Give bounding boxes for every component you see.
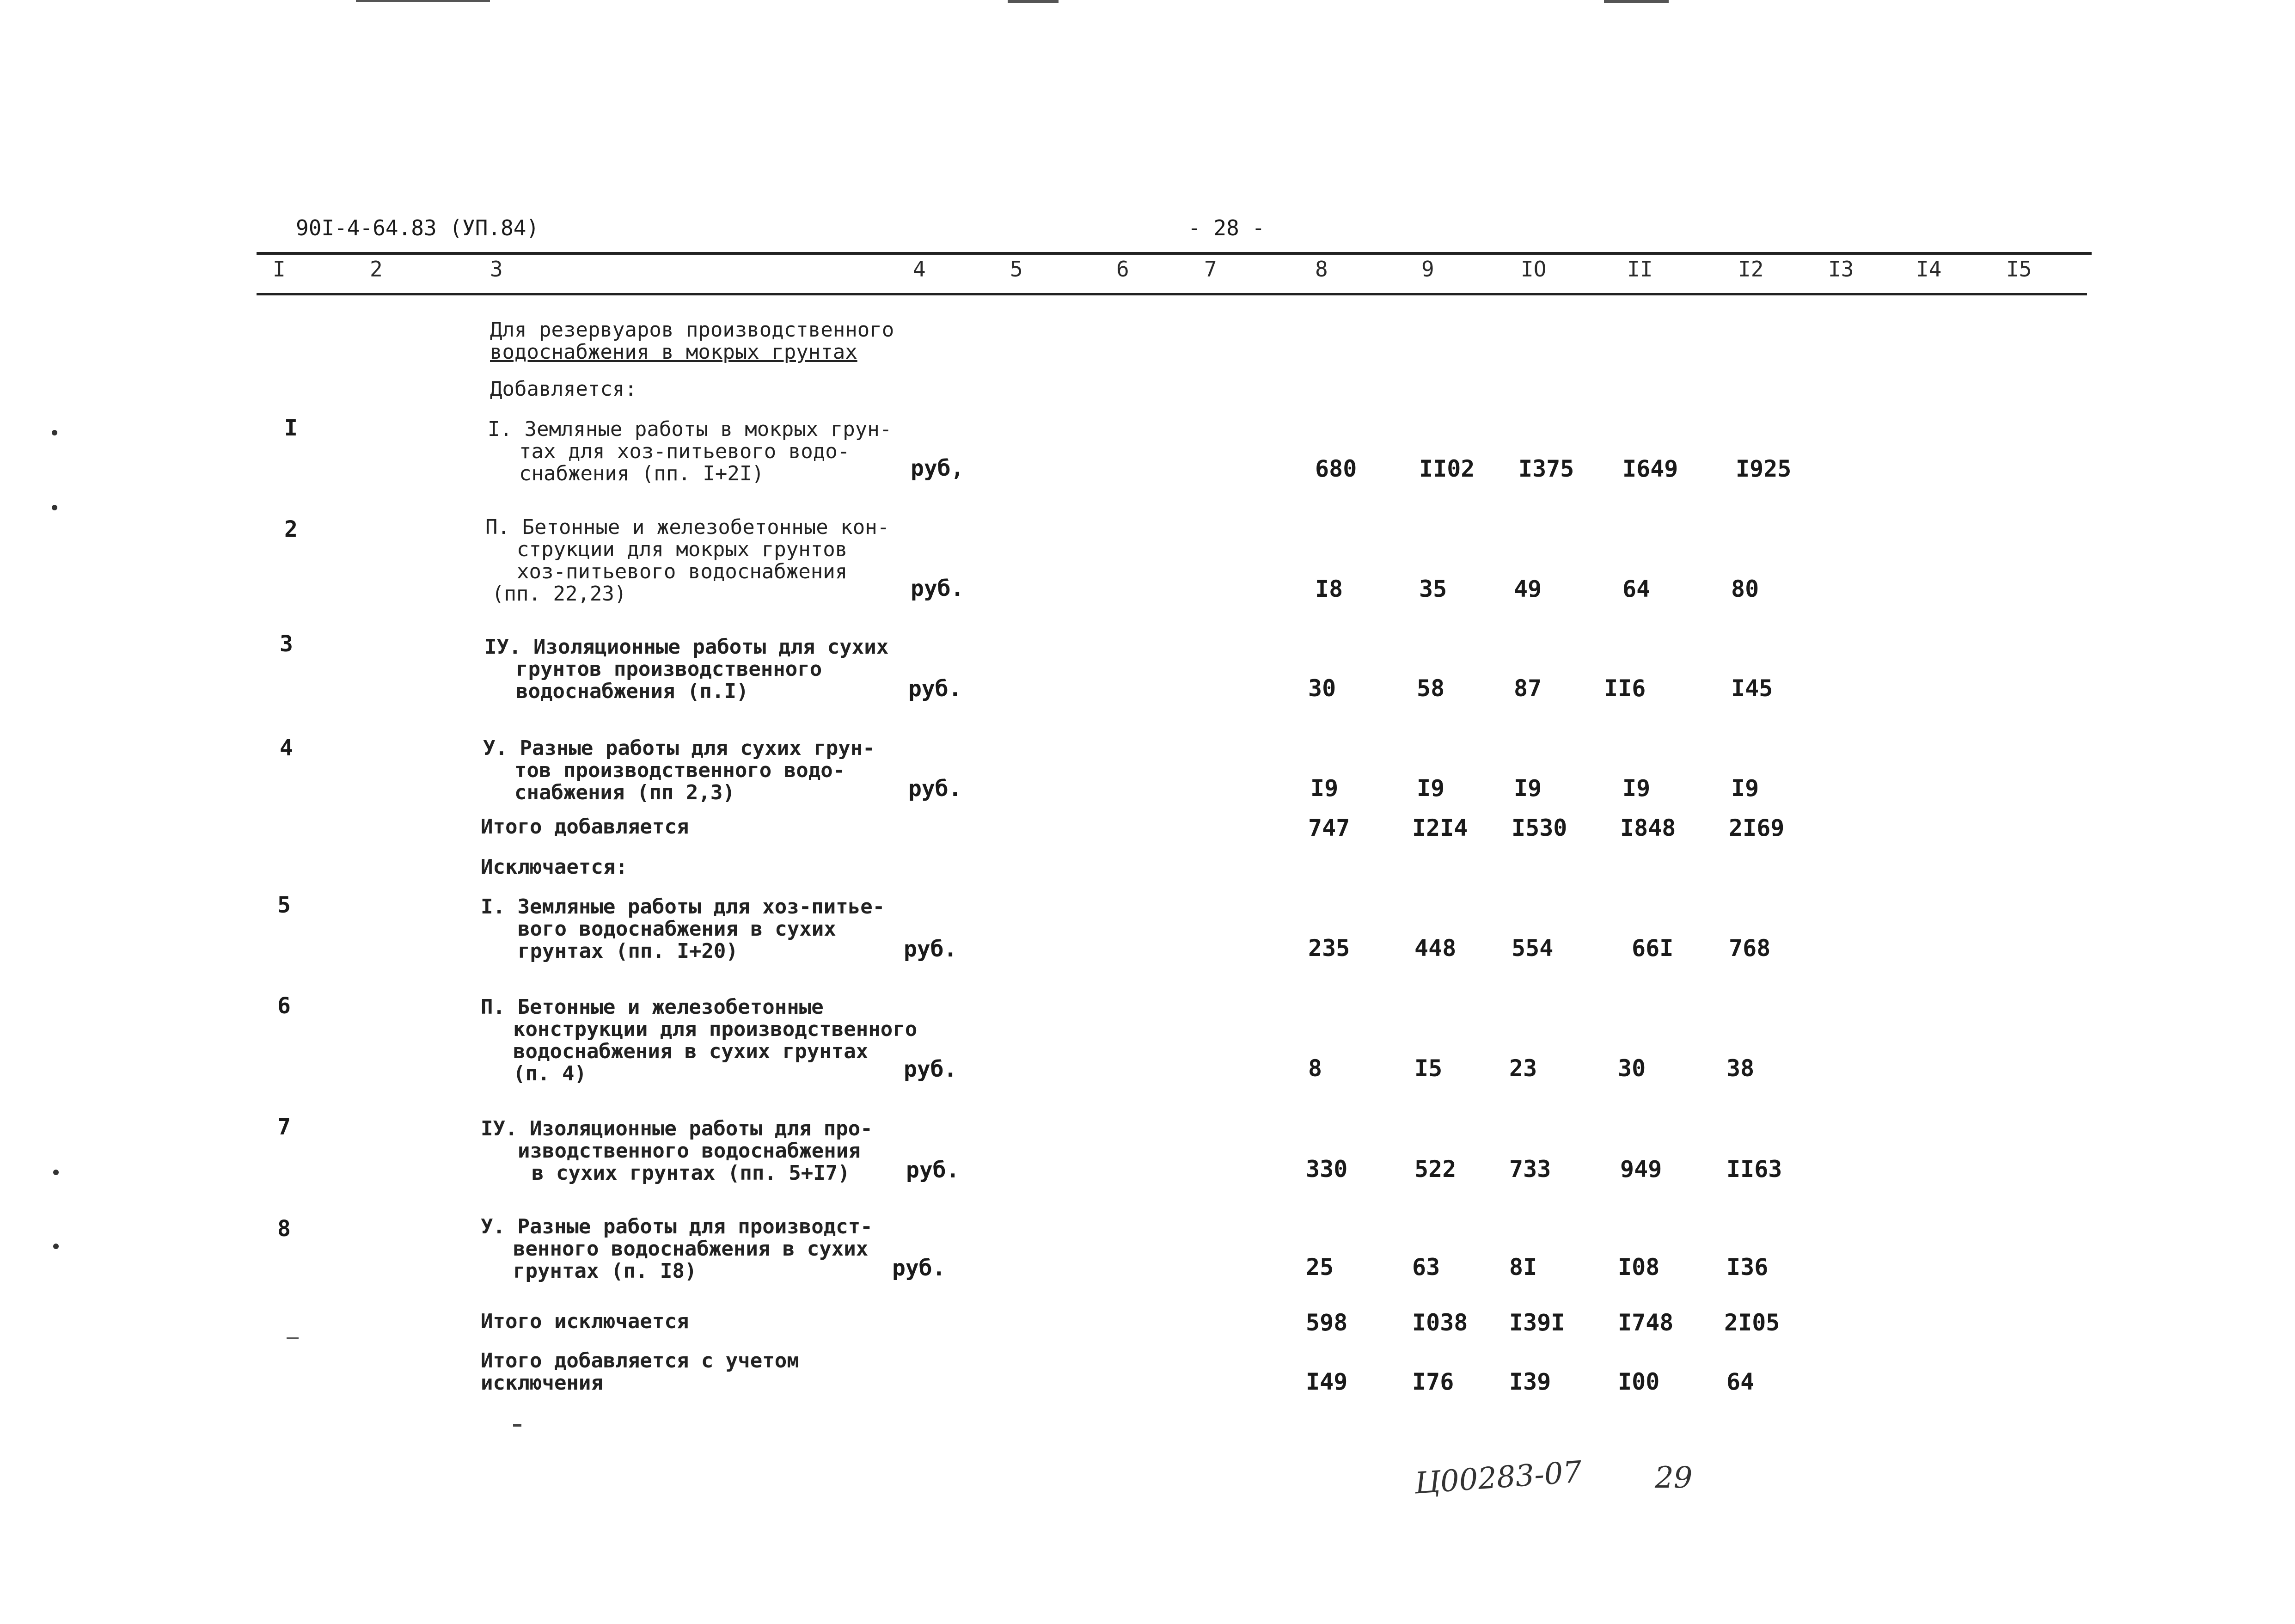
- total-net-label-line: Итого добавляется с учетом: [481, 1349, 799, 1373]
- value-col-10: 8I: [1509, 1254, 1537, 1281]
- row-description-line: венного водоснабжения в сухих: [513, 1237, 869, 1261]
- total-added-col-9: I2I4: [1412, 815, 1468, 841]
- scan-speck: [52, 430, 57, 435]
- handwritten-page: 29: [1655, 1461, 1693, 1495]
- column-number: 9: [1421, 257, 1434, 282]
- total-net-col-12: 64: [1726, 1368, 1755, 1395]
- row-number: 2: [284, 516, 298, 542]
- row-number: 8: [277, 1216, 291, 1242]
- column-number: 5: [1010, 257, 1023, 282]
- value-col-10: 554: [1512, 935, 1554, 962]
- value-col-12: I9: [1731, 775, 1759, 802]
- value-col-12: I45: [1731, 675, 1773, 702]
- section-title: [490, 319, 894, 363]
- value-col-9: 58: [1417, 675, 1445, 702]
- row-description-line: грунтах (п. I8): [513, 1259, 697, 1283]
- handwritten-code: Ц00283-07: [1413, 1455, 1583, 1501]
- row-description: [481, 896, 885, 962]
- row-number: 7: [277, 1114, 291, 1140]
- top-edge-mark: [1008, 0, 1059, 3]
- total-net-col-9: I76: [1412, 1368, 1454, 1395]
- value-col-11: 64: [1622, 576, 1651, 602]
- value-col-11: I9: [1622, 775, 1651, 802]
- column-number: I2: [1738, 257, 1764, 282]
- value-col-8: I9: [1310, 775, 1339, 802]
- column-number: 6: [1116, 257, 1129, 282]
- row-description-line: грунтов производственного: [516, 657, 822, 681]
- row-description-line: тах для хоз-питьевого водо-: [519, 440, 850, 463]
- row-description-line: в сухих грунтах (пп. 5+I7): [532, 1161, 850, 1185]
- row-number: 3: [280, 631, 293, 657]
- column-number: 4: [913, 257, 926, 282]
- value-col-8: 25: [1306, 1254, 1334, 1281]
- row-description-line: У. Разные работы для сухих грун-: [483, 736, 875, 760]
- row-description-line: хоз-питьевого водоснабжения: [517, 560, 848, 583]
- row-number: 4: [280, 735, 293, 761]
- value-col-11: I08: [1618, 1254, 1660, 1281]
- document-code: 90I-4-64.83 (УП.84): [296, 215, 539, 240]
- row-unit: руб.: [906, 1157, 960, 1183]
- value-col-10: 733: [1509, 1156, 1551, 1183]
- value-col-11: 30: [1618, 1055, 1646, 1082]
- value-col-10: 49: [1514, 576, 1542, 602]
- column-number: 3: [490, 257, 503, 282]
- excluded-label: Исключается:: [481, 855, 628, 879]
- value-col-10: I375: [1518, 455, 1574, 482]
- value-col-12: I36: [1726, 1254, 1769, 1281]
- total-excluded-col-11: I748: [1618, 1309, 1674, 1336]
- total-excluded-col-9: I038: [1412, 1309, 1468, 1336]
- row-unit: руб.: [908, 676, 962, 702]
- value-col-11: II6: [1604, 675, 1646, 702]
- row-description-line: струкции для мокрых грунтов: [517, 538, 848, 561]
- row-description-line: снабжения (пп. I+2I): [519, 462, 764, 485]
- total-net-label: [481, 1350, 799, 1394]
- value-col-8: I8: [1315, 576, 1343, 602]
- value-col-8: 680: [1315, 455, 1357, 482]
- column-number: 8: [1315, 257, 1328, 282]
- total-net-col-8: I49: [1306, 1368, 1348, 1395]
- row-description-line: I. Земляные работы в мокрых грун-: [488, 417, 892, 441]
- total-excluded-col-8: 598: [1306, 1309, 1348, 1336]
- value-col-12: 38: [1726, 1055, 1755, 1082]
- row-description-line: I. Земляные работы для хоз-питье-: [481, 895, 885, 919]
- row-description: [488, 418, 892, 485]
- value-col-9: I5: [1414, 1055, 1443, 1082]
- value-col-10: I9: [1514, 775, 1542, 802]
- row-description-line: П. Бетонные и железобетонные: [481, 995, 824, 1019]
- total-excluded-col-10: I39I: [1509, 1309, 1565, 1336]
- row-description: [481, 996, 917, 1085]
- top-edge-mark: [356, 0, 490, 2]
- row-description-line: У. Разные работы для производст-: [481, 1215, 873, 1238]
- table-header-rule: [257, 293, 2087, 295]
- row-unit: руб.: [904, 936, 957, 962]
- value-col-8: 8: [1308, 1055, 1322, 1082]
- row-description-line: вого водоснабжения в сухих: [518, 917, 836, 941]
- row-unit: руб,: [911, 455, 964, 481]
- scan-speck: [53, 1244, 59, 1249]
- row-description-line: IУ. Изоляционные работы для про-: [481, 1117, 873, 1140]
- total-excluded-label: Итого исключается: [481, 1310, 689, 1333]
- scan-speck: [52, 505, 57, 510]
- row-unit: руб.: [908, 776, 962, 802]
- value-col-11: I649: [1622, 455, 1678, 482]
- column-number: 7: [1204, 257, 1217, 282]
- value-col-10: 87: [1514, 675, 1542, 702]
- total-added-label: Итого добавляется: [481, 815, 689, 839]
- value-col-9: 522: [1414, 1156, 1457, 1183]
- total-added-col-8: 747: [1308, 815, 1350, 841]
- row-description-line: (п. 4): [513, 1062, 587, 1085]
- table-top-rule: [257, 252, 2092, 255]
- value-col-9: II02: [1419, 455, 1475, 482]
- row-unit: руб.: [911, 576, 964, 601]
- row-description-line: изводственного водоснабжения: [518, 1139, 861, 1163]
- row-description-line: тов производственного водо-: [514, 759, 845, 782]
- margin-dash: [287, 1337, 299, 1339]
- scan-speck: [53, 1170, 59, 1175]
- column-number: I3: [1828, 257, 1854, 282]
- section-title-line: водоснабжения в мокрых грунтах: [490, 340, 857, 364]
- column-number: I: [273, 257, 286, 282]
- column-number: I4: [1916, 257, 1942, 282]
- value-col-9: 63: [1412, 1254, 1440, 1281]
- row-number: I: [284, 415, 298, 441]
- row-description-line: снабжения (пп 2,3): [514, 781, 735, 804]
- value-col-12: 768: [1729, 935, 1771, 962]
- value-col-12: II63: [1726, 1156, 1782, 1183]
- column-number: I5: [2006, 257, 2032, 282]
- value-col-9: 448: [1414, 935, 1457, 962]
- total-added-col-12: 2I69: [1729, 815, 1785, 841]
- total-added-col-11: I848: [1620, 815, 1676, 841]
- page-number: - 28 -: [1188, 215, 1265, 240]
- row-description-line: водоснабжения (п.I): [516, 680, 749, 703]
- value-col-8: 235: [1308, 935, 1350, 962]
- added-label: Добавляется:: [490, 377, 637, 401]
- row-description-line: водоснабжения в сухих грунтах: [513, 1040, 869, 1063]
- row-number: 5: [277, 892, 291, 918]
- value-col-11: 949: [1620, 1156, 1662, 1183]
- row-unit: руб.: [892, 1255, 946, 1281]
- value-col-9: 35: [1419, 576, 1447, 602]
- margin-dash: [513, 1424, 521, 1427]
- row-unit: руб.: [904, 1056, 957, 1082]
- column-number: IO: [1521, 257, 1547, 282]
- row-description: [484, 636, 888, 703]
- row-description-line: грунтах (пп. I+20): [518, 939, 738, 963]
- row-number: 6: [277, 993, 291, 1019]
- value-col-9: I9: [1417, 775, 1445, 802]
- total-excluded-col-12: 2I05: [1724, 1309, 1780, 1336]
- row-description: [485, 516, 889, 605]
- total-net-col-11: I00: [1618, 1368, 1660, 1395]
- row-description-line: конструкции для производственного: [513, 1017, 918, 1041]
- row-description-line: П. Бетонные и железобетонные кон-: [485, 515, 890, 539]
- total-added-col-10: I530: [1512, 815, 1567, 841]
- column-number: II: [1627, 257, 1653, 282]
- value-col-11: 66I: [1632, 935, 1674, 962]
- top-edge-mark: [1604, 0, 1669, 3]
- row-description: [483, 737, 875, 804]
- row-description-line: IУ. Изоляционные работы для сухих: [484, 635, 889, 659]
- row-description-line: (пп. 22,23): [492, 582, 627, 606]
- total-net-label-line: исключения: [481, 1371, 603, 1395]
- row-description: [481, 1216, 873, 1282]
- value-col-8: 30: [1308, 675, 1336, 702]
- total-net-col-10: I39: [1509, 1368, 1551, 1395]
- value-col-12: I925: [1736, 455, 1792, 482]
- value-col-10: 23: [1509, 1055, 1537, 1082]
- row-description: [481, 1118, 873, 1184]
- column-number: 2: [370, 257, 383, 282]
- section-title-line: Для резервуаров производственного: [490, 318, 894, 342]
- value-col-8: 330: [1306, 1156, 1348, 1183]
- value-col-12: 80: [1731, 576, 1759, 602]
